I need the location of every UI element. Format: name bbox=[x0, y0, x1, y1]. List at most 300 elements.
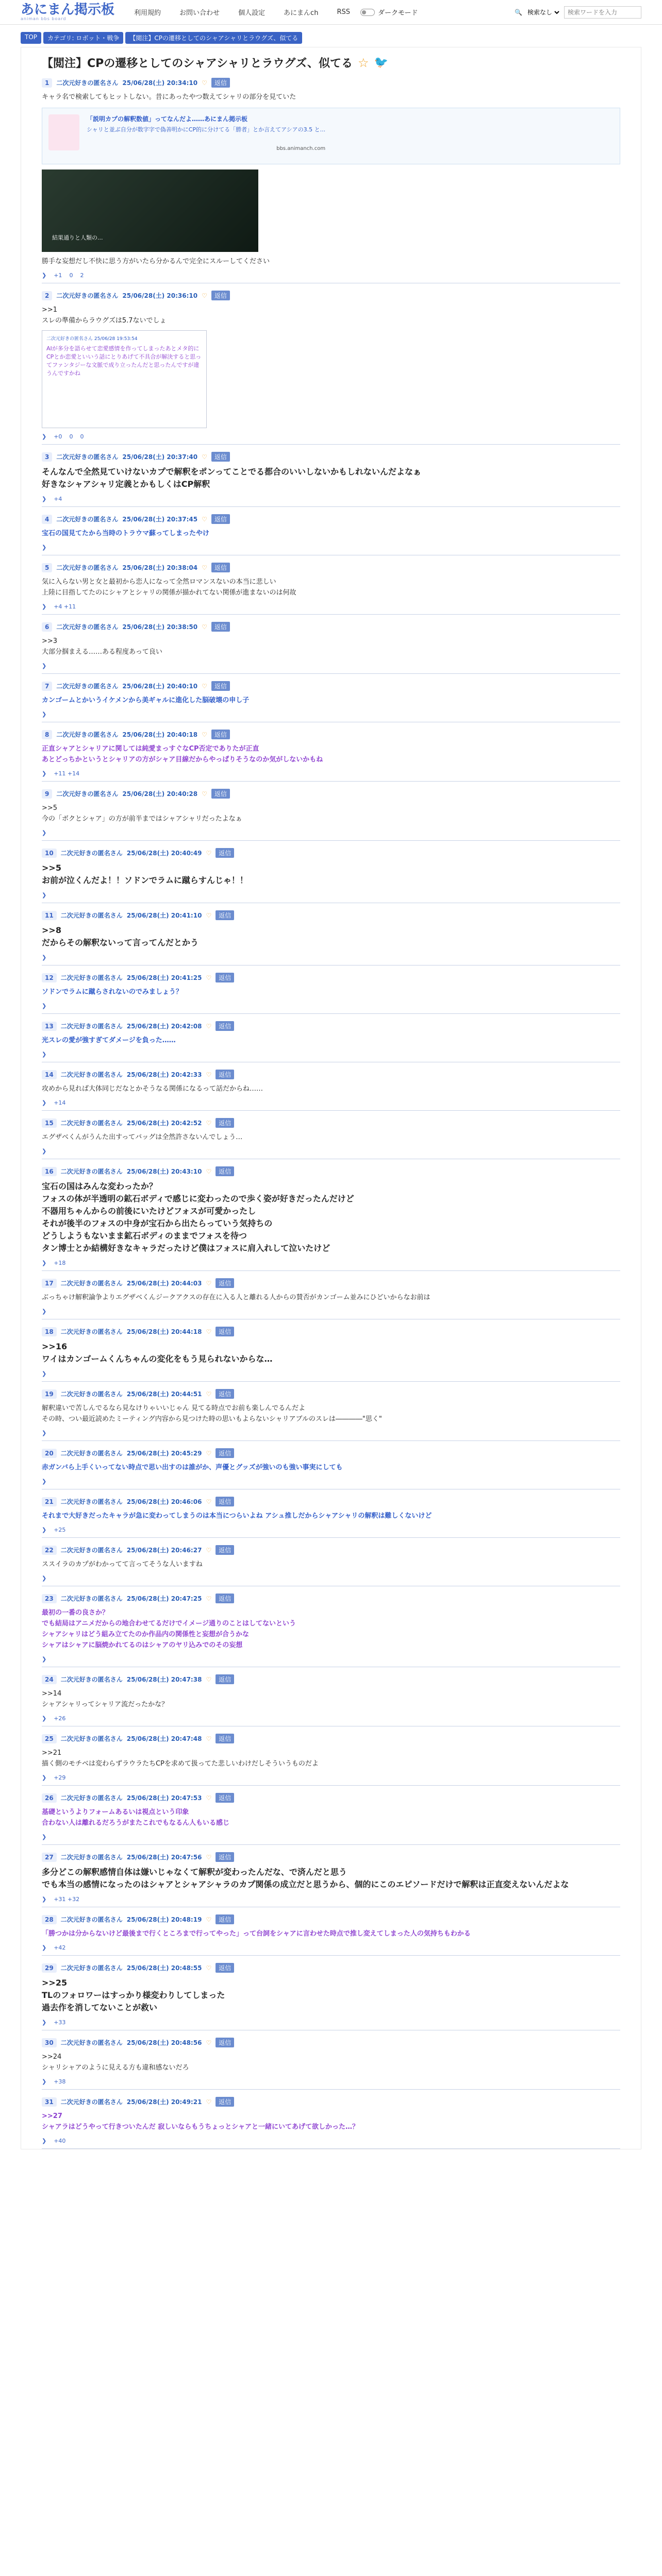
post-date: 25/06/28(土) 20:47:38 bbox=[126, 1676, 202, 1683]
post-footer bbox=[42, 1478, 620, 1489]
poster-name: 二次元好きの匿名さん bbox=[60, 1328, 123, 1335]
post bbox=[21, 283, 641, 445]
reply-button[interactable]: 返信 bbox=[216, 1448, 234, 1458]
like-icon[interactable]: ♡ bbox=[206, 1916, 212, 1923]
reply-button[interactable]: 返信 bbox=[211, 681, 230, 691]
reply-link[interactable]: +4 bbox=[54, 496, 62, 502]
post-body: >>24 シャリシャアのように見える方も違和感ないだろ bbox=[42, 2053, 189, 2072]
like-icon[interactable]: ♡ bbox=[206, 1167, 212, 1175]
post-body: そんなんで全然見ていけないカプで解釈をポンってことでる都合のいいしないかもしれないんだよなぁ 好きなシャアシャリ定義とかもしくはCP解釈 bbox=[42, 467, 422, 489]
like-icon[interactable]: ♡ bbox=[206, 2098, 212, 2106]
link-card-title: 「説明カプの解釈数値」ってなんだよ……あにまん掲示板 bbox=[87, 115, 248, 123]
reply-link[interactable]: 2 bbox=[80, 272, 84, 279]
reply-icon[interactable]: ❯ bbox=[42, 663, 47, 669]
reply-button[interactable]: 返信 bbox=[211, 730, 230, 739]
reply-button[interactable]: 返信 bbox=[216, 1389, 234, 1399]
reply-icon[interactable]: ❯ bbox=[42, 892, 47, 899]
post-number[interactable]: 16 bbox=[42, 1167, 57, 1176]
reply-button[interactable]: 返信 bbox=[216, 1852, 234, 1862]
post-number[interactable]: 19 bbox=[42, 1389, 57, 1399]
nav-terms[interactable]: 利用規約 bbox=[134, 9, 161, 17]
post-body: >>27 シャアラはどうやって行きついたんだ 寂しいならもうちょっとシャアと一緒にいてあげて欲しかった…？ bbox=[42, 2112, 359, 2131]
post-number[interactable]: 13 bbox=[42, 1022, 57, 1031]
post bbox=[21, 1726, 641, 1786]
reply-icon[interactable]: ❯ bbox=[42, 433, 47, 440]
reply-icon[interactable]: ❯ bbox=[42, 1430, 47, 1436]
poster-name: 二次元好きの匿名さん bbox=[60, 1794, 123, 1802]
post bbox=[21, 965, 641, 1014]
reply-button[interactable]: 返信 bbox=[211, 622, 230, 632]
reply-button[interactable]: 返信 bbox=[216, 910, 234, 920]
poster-name: 二次元好きの匿名さん bbox=[56, 453, 119, 461]
reply-icon[interactable]: ❯ bbox=[42, 2078, 47, 2085]
poster-name: 二次元好きの匿名さん bbox=[60, 1676, 123, 1683]
post bbox=[21, 841, 641, 903]
post bbox=[21, 903, 641, 965]
like-icon[interactable]: ♡ bbox=[206, 2039, 212, 2046]
post bbox=[21, 1956, 641, 2030]
post-number[interactable]: 23 bbox=[42, 1594, 57, 1603]
reply-button[interactable]: 返信 bbox=[216, 1166, 234, 1176]
post-date: 25/06/28(土) 20:47:25 bbox=[126, 1595, 202, 1602]
site-subtitle: animan bbs board bbox=[21, 16, 67, 21]
like-icon[interactable]: ♡ bbox=[202, 682, 207, 690]
post bbox=[21, 782, 641, 841]
reply-button[interactable]: 返信 bbox=[216, 1327, 234, 1336]
post-footer bbox=[42, 2138, 620, 2149]
post-footer bbox=[42, 711, 620, 722]
thread-title-row bbox=[21, 47, 641, 71]
dark-mode-label: ダークモード bbox=[377, 9, 418, 17]
post-date: 25/06/28(土) 20:38:04 bbox=[122, 564, 198, 571]
post-number[interactable]: 27 bbox=[42, 1853, 57, 1862]
quoted-image[interactable] bbox=[42, 330, 207, 428]
post-number[interactable]: 8 bbox=[42, 730, 52, 739]
post bbox=[21, 1319, 641, 1382]
reply-icon[interactable]: ❯ bbox=[42, 1834, 47, 1840]
post-number[interactable]: 28 bbox=[42, 1915, 57, 1924]
poster-name: 二次元好きの匿名さん bbox=[60, 1854, 123, 1861]
like-icon[interactable]: ♡ bbox=[206, 1449, 212, 1457]
like-icon[interactable]: ♡ bbox=[206, 1071, 212, 1078]
post-body: >>14 シャアシャリってシャリア流だったかな？ bbox=[42, 1690, 169, 1708]
poster-name: 二次元好きの匿名さん bbox=[60, 1280, 123, 1287]
nav-rss[interactable]: RSS bbox=[337, 8, 350, 16]
like-icon[interactable]: ♡ bbox=[202, 515, 207, 523]
like-icon[interactable]: ♡ bbox=[206, 1595, 212, 1602]
post-footer bbox=[42, 1370, 620, 1382]
reply-icon[interactable]: ❯ bbox=[42, 1148, 47, 1155]
like-icon[interactable]: ♡ bbox=[202, 731, 207, 738]
post-number[interactable]: 25 bbox=[42, 1734, 57, 1743]
post-number[interactable]: 7 bbox=[42, 682, 52, 691]
reply-link[interactable]: +33 bbox=[54, 2019, 66, 2026]
post-body: 正直シャアとシャリアに関しては純愛まっすぐなCP否定でありたが正直 あとどっちかというとシャリアの方がシャア目線だからやっぱりそうなのか気がしないかもね bbox=[42, 745, 323, 764]
post-header bbox=[42, 622, 620, 632]
reply-button[interactable]: 返信 bbox=[211, 291, 230, 300]
reply-button[interactable]: 返信 bbox=[216, 1963, 234, 1973]
search-area bbox=[515, 6, 641, 19]
post-body: 気に入らない男と女と最初から恋人になって全然ロマンスないの本当に悲しい 上陸に目指してたのにシャアとシャリの関係が描かれてない関係が進まないのは何故 bbox=[42, 578, 296, 597]
post-body: 多分どこの解釈感情自体は嫌いじゃなくて解釈が変わったんだな、で済んだと思う でも本当の感情になったのはシャアとシャアシャラのカプ関係の成立だと思うから、個的にこのエピソードだけで解釈は正直変えないんだよな bbox=[42, 1867, 569, 1889]
reply-icon[interactable]: ❯ bbox=[42, 1896, 47, 1903]
post-date: 25/06/28(土) 20:48:55 bbox=[126, 1964, 202, 1972]
reply-icon[interactable]: ❯ bbox=[42, 272, 47, 279]
post bbox=[21, 1667, 641, 1726]
post-date: 25/06/28(土) 20:40:28 bbox=[122, 790, 198, 798]
poster-name: 二次元好きの匿名さん bbox=[60, 974, 123, 981]
reply-icon[interactable]: ❯ bbox=[42, 1099, 47, 1106]
post bbox=[21, 674, 641, 722]
post-number[interactable]: 3 bbox=[42, 452, 52, 462]
post-number[interactable]: 24 bbox=[42, 1675, 57, 1684]
reply-button[interactable]: 返信 bbox=[216, 1070, 234, 1079]
post-number[interactable]: 21 bbox=[42, 1497, 57, 1506]
nav-contact[interactable]: お問い合わせ bbox=[179, 9, 220, 17]
post-body: >>8 だからその解釈ないって言ってんだとかう bbox=[42, 925, 199, 947]
post-body: 宝石の国見てたから当時のトラウマ蘇ってしまったやけ bbox=[42, 530, 210, 537]
post-footer bbox=[42, 829, 620, 841]
post bbox=[21, 1111, 641, 1159]
post-header bbox=[42, 1674, 620, 1684]
like-icon[interactable]: ♡ bbox=[206, 1328, 212, 1335]
post bbox=[21, 1907, 641, 1956]
post-body: ぶっちゃけ解釈論争よりエグザベくんジークアクスの存在に入る人と離れる人からの賛否がカンゴーム並みにひどいからなお前は bbox=[42, 1294, 431, 1301]
post-number[interactable]: 1 bbox=[42, 78, 52, 88]
post-date: 25/06/28(土) 20:47:53 bbox=[126, 1794, 202, 1802]
reply-icon[interactable]: ❯ bbox=[42, 1003, 47, 1009]
reply-button[interactable]: 返信 bbox=[216, 848, 234, 858]
post-number[interactable]: 31 bbox=[42, 2097, 57, 2107]
reply-icon[interactable]: ❯ bbox=[42, 1527, 47, 1533]
like-icon[interactable]: ♡ bbox=[206, 1022, 212, 1030]
reply-link[interactable]: +11 +14 bbox=[54, 770, 80, 777]
reply-button[interactable]: 返信 bbox=[216, 2038, 234, 2047]
poster-name: 二次元好きの匿名さん bbox=[60, 1391, 123, 1398]
reply-link[interactable]: +1 bbox=[54, 272, 62, 279]
post-footer bbox=[42, 1774, 620, 1786]
post bbox=[21, 1271, 641, 1319]
reply-icon[interactable]: ❯ bbox=[42, 2019, 47, 2026]
post-date: 25/06/28(土) 20:41:25 bbox=[126, 974, 202, 981]
header-nav bbox=[134, 7, 350, 17]
post-header bbox=[42, 291, 620, 300]
reply-button[interactable]: 返信 bbox=[216, 1734, 234, 1743]
post-header bbox=[42, 1070, 620, 1079]
breadcrumb-thread[interactable]: 【閲注】CPの遷移としてのシャアシャリとラウグズ、似てる bbox=[125, 32, 302, 44]
reply-link[interactable]: +0 bbox=[54, 433, 62, 440]
reply-button[interactable]: 返信 bbox=[216, 1497, 234, 1506]
dark-mode-toggle[interactable] bbox=[360, 7, 418, 17]
breadcrumb-category[interactable]: カテゴリ: ロボット・戦争 bbox=[43, 32, 123, 44]
post-header bbox=[42, 789, 620, 799]
post-date: 25/06/28(土) 20:40:10 bbox=[122, 683, 198, 690]
like-icon[interactable]: ♡ bbox=[206, 1279, 212, 1287]
search-mode-select[interactable] bbox=[525, 8, 561, 16]
post bbox=[21, 71, 641, 283]
like-icon[interactable]: ♡ bbox=[202, 564, 207, 571]
poster-name: 二次元好きの匿名さん bbox=[60, 1450, 123, 1457]
poster-name: 二次元好きの匿名さん bbox=[60, 2098, 123, 2106]
reply-link[interactable]: +25 bbox=[54, 1527, 66, 1533]
post bbox=[21, 507, 641, 555]
nav-settings[interactable]: 個人設定 bbox=[238, 9, 266, 17]
post-number[interactable]: 22 bbox=[42, 1546, 57, 1555]
post-number[interactable]: 9 bbox=[42, 789, 52, 799]
reply-button[interactable]: 返信 bbox=[216, 1118, 234, 1128]
post-number[interactable]: 30 bbox=[42, 2038, 57, 2047]
link-card-thumbnail bbox=[48, 114, 79, 150]
post-number[interactable]: 12 bbox=[42, 973, 57, 982]
reply-icon[interactable]: ❯ bbox=[42, 496, 47, 502]
post-footer bbox=[42, 433, 620, 445]
post-header bbox=[42, 973, 620, 982]
post-footer bbox=[42, 544, 620, 555]
reply-icon[interactable]: ❯ bbox=[42, 1370, 47, 1377]
reply-icon[interactable]: ❯ bbox=[42, 1774, 47, 1781]
post bbox=[21, 2090, 641, 2149]
post-number[interactable]: 26 bbox=[42, 1793, 57, 1803]
favorite-star-icon[interactable]: ☆ bbox=[357, 55, 369, 70]
reply-icon[interactable]: ❯ bbox=[42, 954, 47, 961]
reply-button[interactable]: 返信 bbox=[216, 1914, 234, 1924]
post-number[interactable]: 18 bbox=[42, 1327, 57, 1336]
reply-icon[interactable]: ❯ bbox=[42, 2138, 47, 2144]
reply-link[interactable]: +42 bbox=[54, 1944, 66, 1951]
like-icon[interactable]: ♡ bbox=[206, 974, 212, 981]
post-date: 25/06/28(土) 20:40:49 bbox=[126, 850, 202, 857]
poster-name: 二次元好きの匿名さん bbox=[60, 850, 123, 857]
post-date: 25/06/28(土) 20:48:19 bbox=[126, 1916, 202, 1923]
post-number[interactable]: 29 bbox=[42, 1963, 57, 1973]
reply-button[interactable]: 返信 bbox=[216, 1674, 234, 1684]
poster-name: 二次元好きの匿名さん bbox=[60, 2039, 123, 2046]
post-date: 25/06/28(土) 20:46:06 bbox=[126, 1498, 202, 1505]
reply-button[interactable]: 返信 bbox=[211, 563, 230, 572]
post-header bbox=[42, 681, 620, 691]
like-icon[interactable]: ♡ bbox=[206, 1498, 212, 1505]
post-number[interactable]: 14 bbox=[42, 1070, 57, 1079]
reply-link[interactable]: +18 bbox=[54, 1260, 66, 1266]
reply-button[interactable]: 返信 bbox=[216, 973, 234, 982]
post-date: 25/06/28(土) 20:48:56 bbox=[126, 2039, 202, 2046]
post-header bbox=[42, 1497, 620, 1506]
link-card[interactable] bbox=[42, 108, 620, 164]
post-body: それまで大好きだったキャラが急に変わってしまうのは本当につらいよね アシュ推しだからシャアシャリの解釈は難しくないけど bbox=[42, 1512, 432, 1520]
post-body: 攻めから見れば大体同じだなとかそうなる関係になるって話だからね…… bbox=[42, 1085, 263, 1093]
post-body: キャラ名で検索してもヒットしない。昔にあったやつ数えてシャリの部分を見ていた bbox=[42, 93, 296, 101]
poster-name: 二次元好きの匿名さん bbox=[56, 731, 119, 738]
post-footer bbox=[42, 2078, 620, 2090]
post-body: 最初の一番の良さか？ でも結局はアニメだからの地合わせてるだけでイメージ通りのことはしてないという シャアシャリはどう組み立てたのか作品内の関係性と妄想が合うかな シャアはシャアに脳焼かれてるのはシャアのヤリ込みでのその妄想 bbox=[42, 1609, 296, 1649]
poster-name: 二次元好きの匿名さん bbox=[60, 1916, 123, 1923]
like-icon[interactable]: ♡ bbox=[206, 1794, 212, 1802]
screenshot-image[interactable] bbox=[42, 170, 258, 252]
post-body: >>25 TLのフォロワーはすっかり様変わりしてしまった 過去作を消してないことが救い bbox=[42, 1978, 225, 2012]
site-logo[interactable] bbox=[21, 3, 124, 21]
reply-icon[interactable]: ❯ bbox=[42, 1715, 47, 1722]
quote-header: 二次元好きの匿名さん 25/06/28 19:53:54 bbox=[46, 336, 138, 342]
post-body: >>16 ワイはカンゴームくんちゃんの変化をもう見られないからな… bbox=[42, 1342, 273, 1364]
thread-title: 【閲注】CPの遷移としてのシャアシャリとラウグズ、似てる bbox=[42, 57, 353, 70]
post-date: 25/06/28(土) 20:43:10 bbox=[126, 1168, 202, 1175]
post-footer bbox=[42, 1715, 620, 1726]
reply-icon[interactable]: ❯ bbox=[42, 1051, 47, 1058]
post-header bbox=[42, 1594, 620, 1603]
reply-button[interactable]: 返信 bbox=[216, 1545, 234, 1555]
post bbox=[21, 1786, 641, 1845]
post-body: 赤ガンバら上手くいってない時点で思い出すのは誰がか、声優とグッズが強いのも強い事実にしても bbox=[42, 1464, 343, 1471]
post-body: エグザベくんがうんた出すってバッグは全然許さないんでしょう… bbox=[42, 1133, 243, 1141]
post-body: 「勝つかは分からないけど最後まで行くところまで行ってやった」って台詞をシャアに言わせた時点で推し変えてしまった人の気持ちもわかる bbox=[42, 1930, 471, 1938]
post-footer bbox=[42, 1656, 620, 1667]
post-number[interactable]: 15 bbox=[42, 1118, 57, 1128]
like-icon[interactable]: ♡ bbox=[206, 1735, 212, 1742]
reply-icon[interactable]: ❯ bbox=[42, 1656, 47, 1663]
post-number[interactable]: 11 bbox=[42, 911, 57, 920]
reply-link[interactable]: +31 +32 bbox=[54, 1896, 80, 1903]
post bbox=[21, 1538, 641, 1586]
post-number[interactable]: 20 bbox=[42, 1449, 57, 1458]
like-icon[interactable]: ♡ bbox=[206, 1675, 212, 1683]
reply-link[interactable]: +38 bbox=[54, 2078, 66, 2085]
post-header bbox=[42, 910, 620, 920]
reply-link[interactable]: 0 bbox=[80, 433, 84, 440]
poster-name: 二次元好きの匿名さん bbox=[60, 1498, 123, 1505]
post bbox=[21, 1845, 641, 1907]
post bbox=[21, 722, 641, 782]
post-header bbox=[42, 1389, 620, 1399]
post-header bbox=[42, 730, 620, 739]
reply-link[interactable]: +4 +11 bbox=[54, 603, 76, 610]
post-footer bbox=[42, 1575, 620, 1586]
reply-icon[interactable]: ❯ bbox=[42, 711, 47, 718]
post-header bbox=[42, 78, 620, 88]
like-icon[interactable]: ♡ bbox=[206, 1546, 212, 1554]
reply-button[interactable]: 返信 bbox=[216, 1793, 234, 1803]
like-icon[interactable]: ♡ bbox=[206, 1390, 212, 1398]
post-number[interactable]: 17 bbox=[42, 1279, 57, 1288]
reply-link[interactable]: +26 bbox=[54, 1715, 66, 1722]
like-icon[interactable]: ♡ bbox=[202, 79, 207, 87]
post-date: 25/06/28(土) 20:36:10 bbox=[122, 292, 198, 299]
post-footer bbox=[42, 272, 620, 283]
reply-button[interactable]: 返信 bbox=[211, 78, 230, 88]
post-number[interactable]: 10 bbox=[42, 849, 57, 858]
reply-link[interactable]: +29 bbox=[54, 1774, 66, 1781]
reply-button[interactable]: 返信 bbox=[216, 1594, 234, 1603]
post-date: 25/06/28(土) 20:34:10 bbox=[122, 79, 198, 87]
post-footer bbox=[42, 1834, 620, 1845]
post-number[interactable]: 4 bbox=[42, 515, 52, 524]
post-date: 25/06/28(土) 20:37:40 bbox=[122, 453, 198, 461]
twitter-share-icon[interactable]: 🐦 bbox=[374, 56, 388, 69]
reply-link[interactable]: +40 bbox=[54, 2138, 66, 2144]
like-icon[interactable]: ♡ bbox=[206, 1119, 212, 1127]
breadcrumb-top[interactable]: TOP bbox=[21, 32, 41, 44]
link-card-url: bbs.animanch.com bbox=[276, 146, 326, 151]
like-icon[interactable]: ♡ bbox=[206, 1964, 212, 1972]
post-body: >>21 描く側のモチベは変わらずラウラたちCPを求めて扱ってた悲しいわけだしそういうものだよ bbox=[42, 1749, 319, 1768]
post bbox=[21, 555, 641, 615]
reply-icon[interactable]: ❯ bbox=[42, 1478, 47, 1485]
site-header bbox=[0, 0, 662, 25]
poster-name: 二次元好きの匿名さん bbox=[56, 790, 119, 798]
like-icon[interactable]: ♡ bbox=[202, 453, 207, 461]
reply-icon[interactable]: ❯ bbox=[42, 829, 47, 836]
site-title: あにまん掲示板 bbox=[21, 2, 115, 18]
post-number[interactable]: 6 bbox=[42, 622, 52, 632]
post-footer bbox=[42, 663, 620, 674]
post-body: 宝石の国はみんな変わったか？ フォスの体が半透明の鉱石ボディで感じに変わったので歩く姿が好きだったんだけど 不器用ちゃんからの前後にいたけどフォスが可愛かったし それが後半のフォスの中身が宝石から出たらっていう気持ちの どうしようもないまま鉱石ボディのままでフォスを待つ タン博士とか結構好きなキャラだったけど僕はフォスに肩入れして泣いたけど bbox=[42, 1181, 354, 1253]
post bbox=[21, 615, 641, 674]
like-icon[interactable]: ♡ bbox=[206, 849, 212, 857]
poster-name: 二次元好きの匿名さん bbox=[60, 1120, 123, 1127]
post-header bbox=[42, 514, 620, 524]
reply-button[interactable]: 返信 bbox=[211, 452, 230, 462]
reply-button[interactable]: 返信 bbox=[211, 514, 230, 524]
poster-name: 二次元好きの匿名さん bbox=[56, 292, 119, 299]
like-icon[interactable]: ♡ bbox=[202, 790, 207, 798]
post-header bbox=[42, 1963, 620, 1973]
reply-icon[interactable]: ❯ bbox=[42, 603, 47, 610]
reply-link[interactable]: 0 bbox=[69, 272, 73, 279]
reply-button[interactable]: 返信 bbox=[216, 2097, 234, 2107]
like-icon[interactable]: ♡ bbox=[202, 292, 207, 299]
reply-link[interactable]: 0 bbox=[69, 433, 73, 440]
like-icon[interactable]: ♡ bbox=[202, 623, 207, 631]
reply-icon[interactable]: ❯ bbox=[42, 1944, 47, 1951]
post-header bbox=[42, 1852, 620, 1862]
reply-button[interactable]: 返信 bbox=[216, 1278, 234, 1288]
post-footer bbox=[42, 1430, 620, 1441]
post bbox=[21, 1159, 641, 1271]
poster-name: 二次元好きの匿名さん bbox=[60, 1071, 123, 1078]
post-number[interactable]: 5 bbox=[42, 563, 52, 572]
poster-name: 二次元好きの匿名さん bbox=[56, 683, 119, 690]
reply-button[interactable]: 返信 bbox=[211, 789, 230, 799]
reply-button[interactable]: 返信 bbox=[216, 1021, 234, 1031]
post bbox=[21, 1489, 641, 1538]
post-header bbox=[42, 1448, 620, 1458]
reply-icon[interactable]: ❯ bbox=[42, 544, 47, 551]
post bbox=[21, 2030, 641, 2090]
post-footer bbox=[42, 1260, 620, 1271]
like-icon[interactable]: ♡ bbox=[206, 1853, 212, 1861]
poster-name: 二次元好きの匿名さん bbox=[60, 1547, 123, 1554]
post-number[interactable]: 2 bbox=[42, 291, 52, 300]
like-icon[interactable]: ♡ bbox=[206, 911, 212, 919]
post-body: >>3 大部分掴まえる……ある程度あって良い bbox=[42, 637, 162, 656]
post-date: 25/06/28(土) 20:42:08 bbox=[126, 1023, 202, 1030]
quote-text: AIが多分を語らせて恋愛感情を作ってしまったあとメタ的にCPとか恋愛といいう話にとりあげて不具合が解決すると思ってファンタジーな文脈で成り立ったんだと思ったんですが違うんですかね bbox=[46, 345, 202, 377]
reply-icon[interactable]: ❯ bbox=[42, 1308, 47, 1315]
poster-name: 二次元好きの匿名さん bbox=[56, 516, 119, 523]
reply-icon[interactable]: ❯ bbox=[42, 1575, 47, 1582]
toggle-switch[interactable] bbox=[360, 9, 375, 16]
nav-animanch[interactable]: あにまんch bbox=[284, 9, 319, 17]
search-icon[interactable]: 🔍 bbox=[515, 8, 522, 16]
reply-icon[interactable]: ❯ bbox=[42, 1260, 47, 1266]
breadcrumb bbox=[0, 25, 662, 44]
reply-link[interactable]: +14 bbox=[54, 1099, 66, 1106]
search-input[interactable] bbox=[564, 6, 641, 19]
post-header bbox=[42, 1166, 620, 1176]
post-tail: 勝手な妄想だし不快に思う方がいたら分かるんで完全にスルーしてください bbox=[42, 258, 270, 265]
thread-container bbox=[21, 47, 641, 2149]
reply-icon[interactable]: ❯ bbox=[42, 770, 47, 777]
post-header bbox=[42, 1734, 620, 1743]
